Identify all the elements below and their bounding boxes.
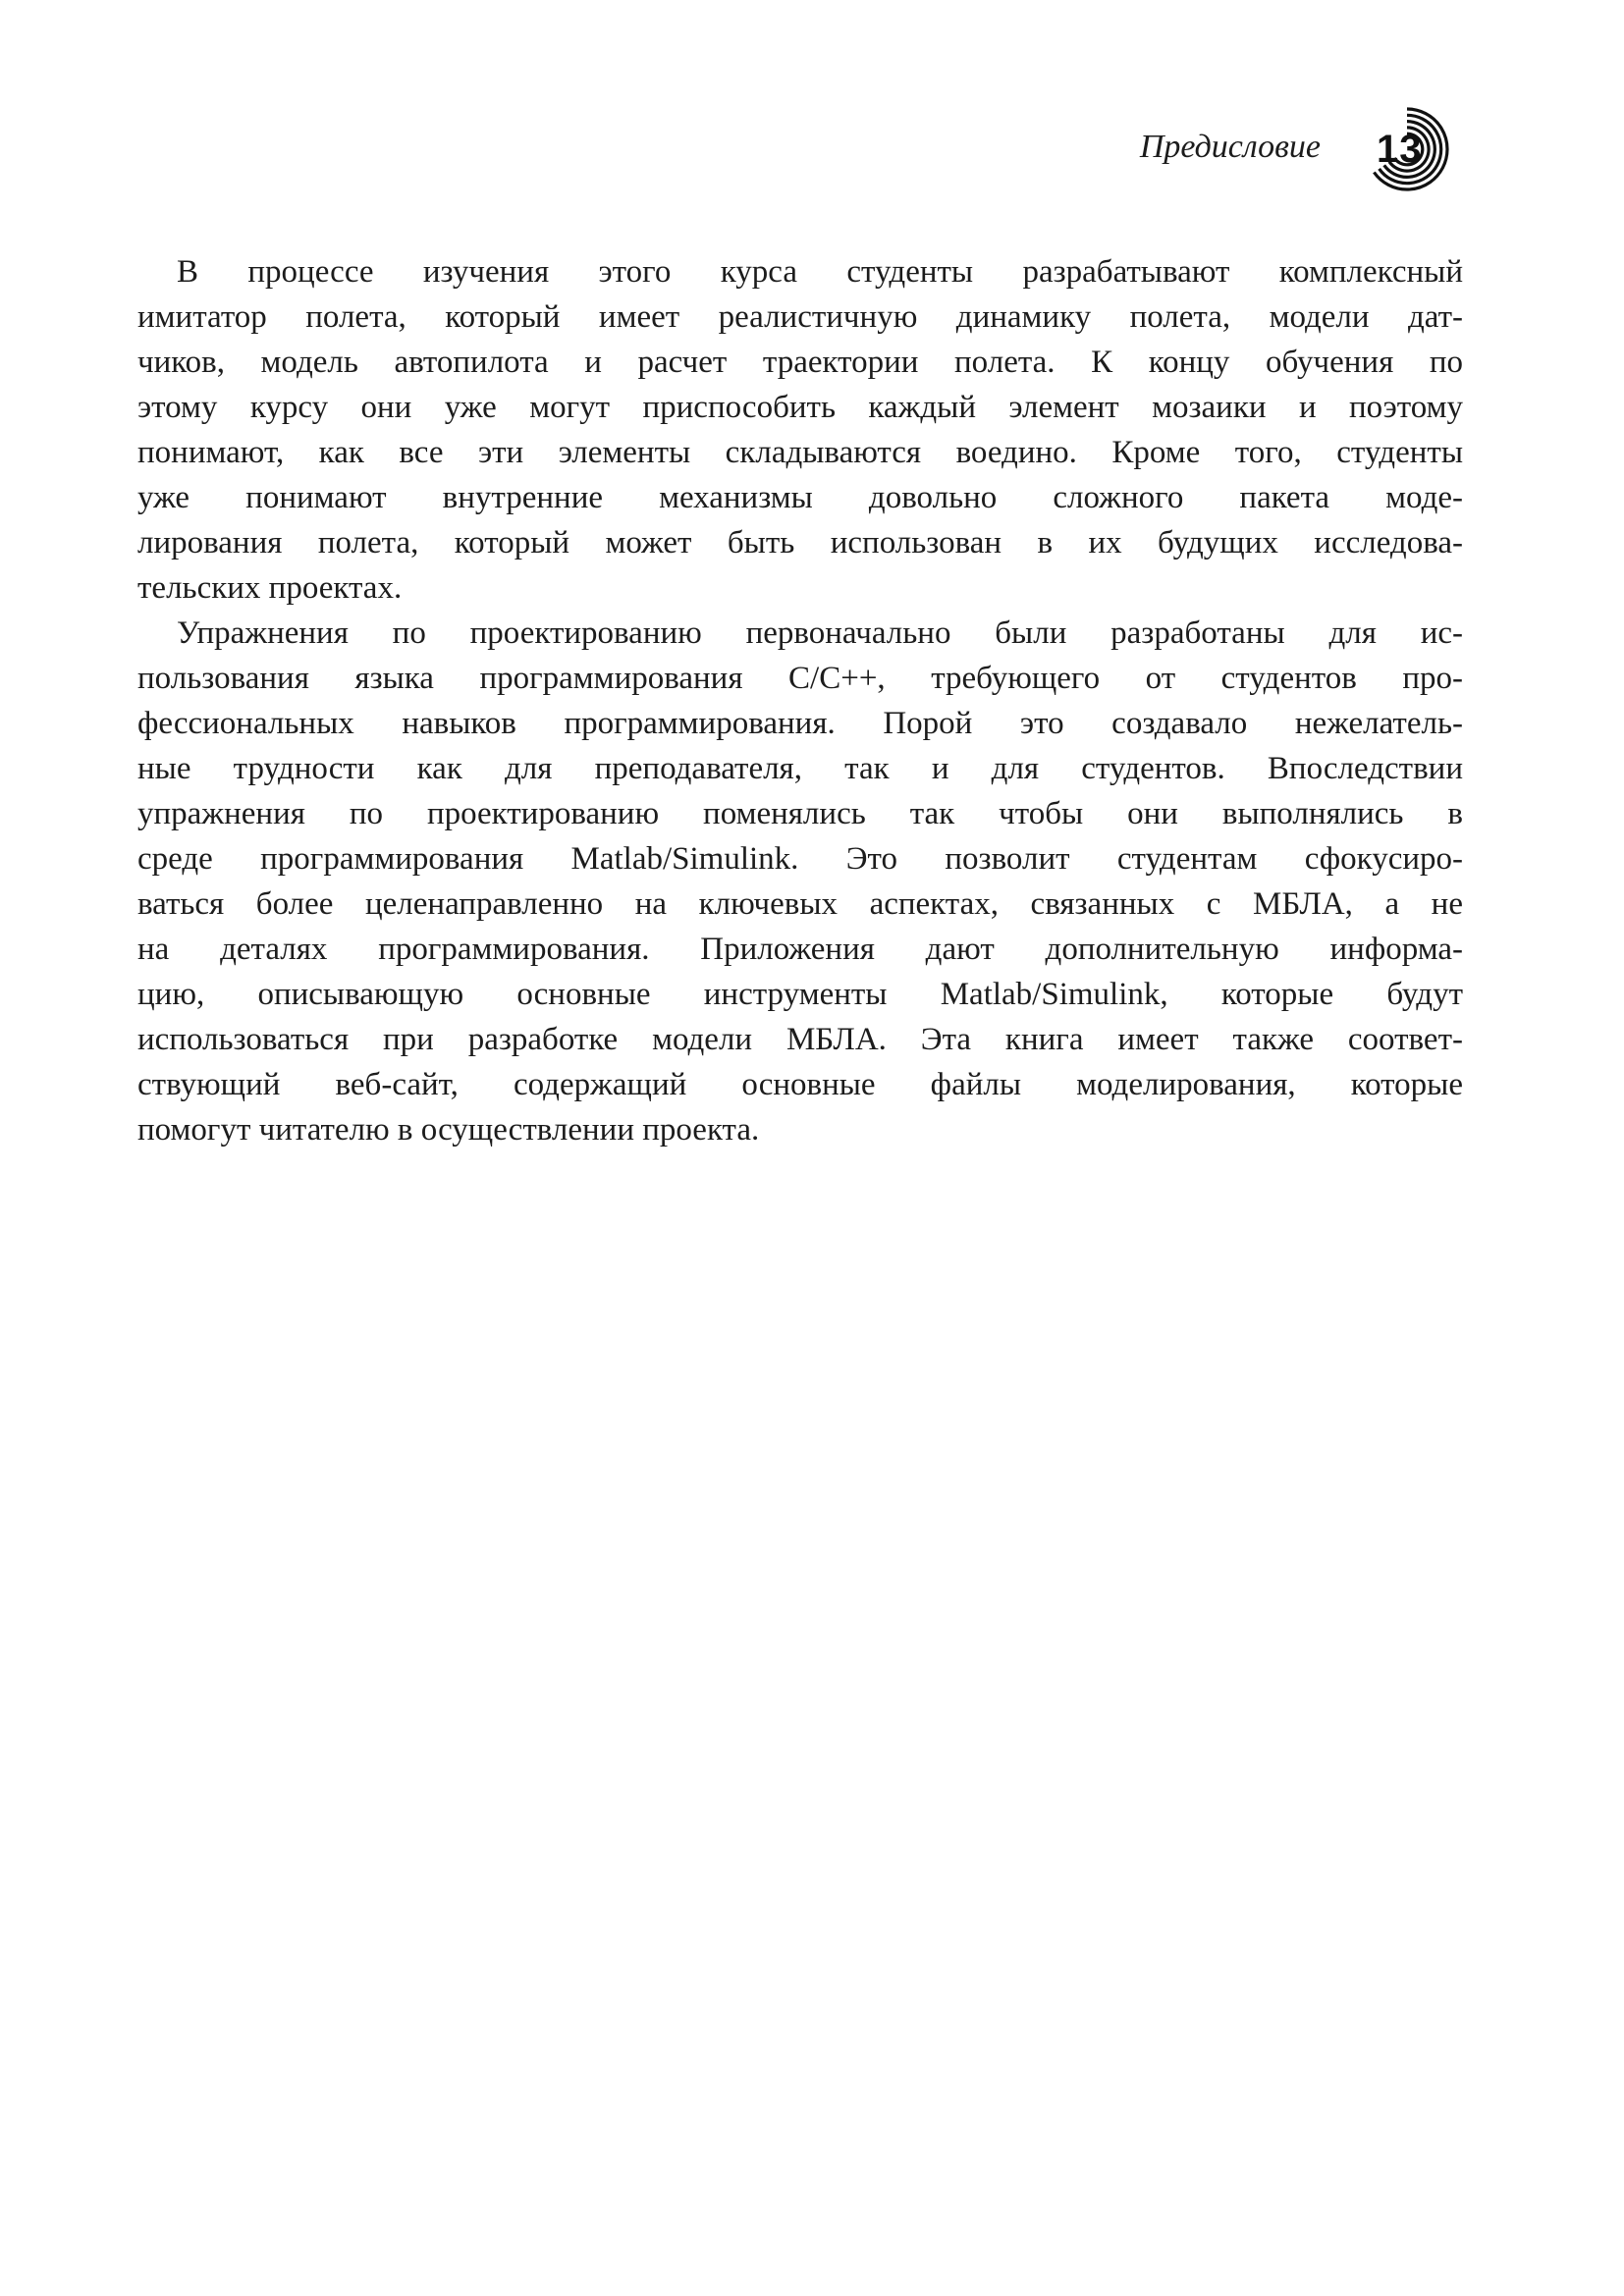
text-line: упражнения по проектированию поменялись так чтобы они выполнялись в <box>137 796 1463 831</box>
text-line: ствующий веб-сайт, содержащий основные файлы моделирования, которые <box>137 1067 1463 1102</box>
paragraph <box>137 249 1463 611</box>
text-line: фессиональных навыков программирования. Порой это создавало нежелатель- <box>137 706 1463 741</box>
text-line: Упражнения по проектированию первоначально были разработаны для ис- <box>177 615 1463 651</box>
page-header <box>0 104 1624 198</box>
text-line: чиков, модель автопилота и расчет траектории полета. К концу обучения по <box>137 345 1463 380</box>
text-line: на деталях программирования. Приложения дают дополнительную информа- <box>137 932 1463 967</box>
text-line: использоваться при разработке модели МБЛА. Эта книга имеет также соответ- <box>137 1022 1463 1057</box>
text-line: цию, описывающую основные инструменты Matlab/Simulink, которые будут <box>137 977 1463 1012</box>
text-line: тельских проектах. <box>137 570 403 606</box>
paragraph <box>137 611 1463 1152</box>
page-number: 13 <box>1377 128 1423 171</box>
text-line: имитатор полета, который имеет реалистичную динамику полета, модели дат- <box>137 299 1463 335</box>
text-line: лирования полета, который может быть использован в их будущих исследова- <box>137 525 1463 561</box>
text-line: уже понимают внутренние механизмы довольно сложного пакета моде- <box>137 480 1463 515</box>
page-body <box>137 249 1463 1152</box>
text-line: В процессе изучения этого курса студенты разрабатывают комплексный <box>177 254 1463 290</box>
running-title: Предисловие <box>1139 129 1321 165</box>
text-line: ные трудности как для преподавателя, так и для студентов. Впоследствии <box>137 751 1463 786</box>
text-line: пользования языка программирования C/C++, требующего от студентов про- <box>137 661 1463 696</box>
chapter-logo <box>1364 106 1454 196</box>
text-line: понимают, как все эти элементы складываются воедино. Кроме того, студенты <box>137 435 1463 470</box>
text-line: помогут читателю в осуществлении проекта. <box>137 1112 760 1148</box>
text-line: среде программирования Matlab/Simulink. Это позволит студентам сфокусиро- <box>137 841 1463 877</box>
text-line: этому курсу они уже могут приспособить каждый элемент мозаики и поэтому <box>137 390 1463 425</box>
text-line: ваться более целенаправленно на ключевых аспектах, связанных с МБЛА, а не <box>137 886 1463 922</box>
